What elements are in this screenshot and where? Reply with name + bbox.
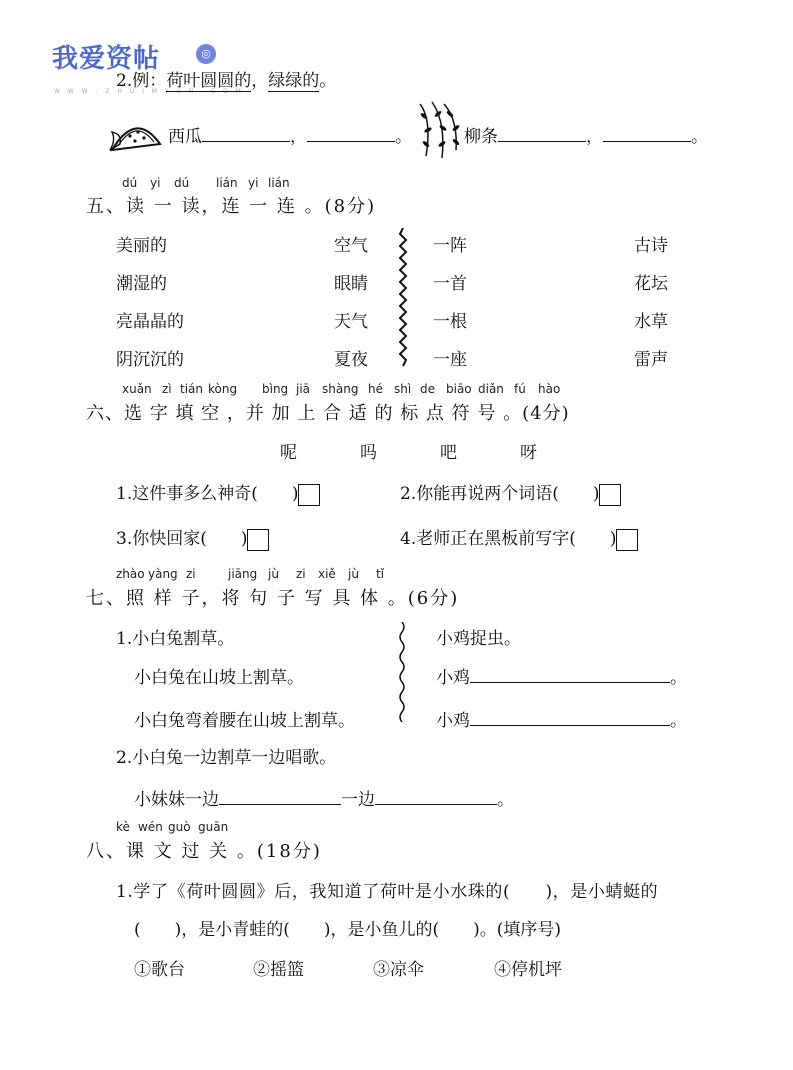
s6-q2-text: 2.你能再说两个词语( ) (400, 484, 600, 504)
s6-pinyin-5: jiā (296, 382, 311, 396)
s6-char-ne: 呢 (280, 443, 297, 463)
s6-pinyin-8: shì (394, 382, 412, 396)
s6-pinyin-2: tián (180, 382, 203, 396)
s7-pinyin-7: jù (348, 567, 359, 581)
s5-col2-0: 空气 (334, 236, 368, 256)
s6-char-ba: 吧 (440, 443, 457, 463)
s6-pinyin-3: kòng (208, 382, 238, 396)
s5-col2-1: 眼睛 (334, 274, 368, 294)
s7-right-1-period: 。 (670, 668, 687, 688)
q4-2-period-1: 。 (395, 127, 412, 147)
s5-col2-2: 天气 (334, 312, 368, 332)
s7-pinyin-8: tǐ (376, 567, 385, 581)
s8-pinyin-2: guò (168, 820, 191, 834)
s6-pinyin-12: fú (514, 382, 526, 396)
s7-pinyin-1: yàng (148, 567, 178, 581)
q4-2-example (116, 66, 336, 91)
s7-pinyin-0: zhào (116, 567, 145, 581)
watermark-text: 我爱资帖 (52, 44, 161, 74)
q4-2-item1: 西瓜 (168, 127, 202, 147)
s5-divider (398, 228, 408, 368)
s5-col3-3: 一座 (433, 350, 467, 370)
s6-pinyin-13: hào (538, 382, 561, 396)
s6-pinyin-10: biāo (446, 382, 472, 396)
q4-2-blank-3[interactable] (498, 125, 586, 142)
q4-2-item2: 柳条 (464, 127, 498, 147)
watermark-sub: W W W . Z H U I M Y U N . C O M (54, 88, 244, 95)
s7-q2-blank-2[interactable] (375, 788, 497, 805)
s7-q2-a: 小妹妹一边 (134, 790, 219, 810)
s6-q2-punct-box[interactable] (599, 484, 621, 506)
s7-q2-row (134, 785, 514, 810)
s7-q2-blank-1[interactable] (219, 788, 341, 805)
s7-right-1-blank[interactable] (470, 666, 670, 683)
q4-2-blank-4[interactable] (603, 125, 691, 142)
q4-2-comma: ， (251, 71, 269, 91)
s5-col4-2: 水草 (634, 312, 668, 332)
s5-col4-0: 古诗 (634, 236, 668, 256)
s7-q2: 2.小白兔一边割草一边唱歌。 (116, 748, 337, 768)
s6-pinyin-9: de (420, 382, 435, 396)
s8-option-4: ④停机坪 (494, 960, 562, 980)
s5-col4-3: 雷声 (634, 350, 668, 370)
s6-title: 六、选 字 填 空 ，并 加 上 合 适 的 标 点 符 号 。(4分) (86, 403, 570, 424)
s5-pinyin-lian2: lián (268, 176, 290, 190)
s6-q2 (400, 479, 621, 506)
s5-col1-0: 美丽的 (116, 236, 167, 256)
s8-option-1: ①歌台 (134, 960, 185, 980)
s5-col3-1: 一首 (433, 274, 467, 294)
s7-left-2: 小白兔弯着腰在山坡上割草。 (134, 711, 355, 731)
s6-q4-punct-box[interactable] (616, 529, 638, 551)
q4-2-prefix: 2.例： (116, 71, 167, 91)
s5-col4-1: 花坛 (634, 274, 668, 294)
watermelon-icon (108, 110, 164, 156)
q4-2-row-2 (464, 122, 708, 147)
s6-char-ya: 呀 (520, 443, 537, 463)
s6-q3 (116, 524, 269, 551)
s6-q1 (116, 479, 320, 506)
s8-option-2: ②摇篮 (253, 960, 304, 980)
s6-pinyin-6: shàng (322, 382, 359, 396)
s7-right-2-blank[interactable] (470, 709, 670, 726)
q4-2-example-a: 荷叶圆圆的 (166, 71, 252, 91)
s7-title: 七、照 样 子，将 句 子 写 具 体 。(6分) (86, 588, 460, 609)
s5-col3-0: 一阵 (433, 236, 467, 256)
s8-line2: ( )，是小青蛙的( )，是小鱼儿的( )。(填序号) (134, 920, 562, 940)
s7-left-0: 1.小白兔割草。 (116, 629, 235, 649)
s6-q3-text: 3.你快回家( ) (116, 529, 248, 549)
s5-pinyin-lian1: lián (216, 176, 238, 190)
s7-right-1: 小鸡 (436, 668, 470, 688)
s7-right-2-row (436, 706, 687, 731)
q4-2-sep-1: ， (290, 127, 307, 147)
q4-2-sep-2: ， (586, 127, 603, 147)
q4-2-period-2: 。 (691, 127, 708, 147)
s6-q4 (400, 524, 638, 551)
s8-title: 八、课 文 过 关 。(18分) (86, 841, 322, 862)
s6-pinyin-1: zì (162, 382, 172, 396)
s6-q3-punct-box[interactable] (247, 529, 269, 551)
s7-q2-period: 。 (497, 790, 514, 810)
s7-pinyin-2: zi (186, 567, 196, 581)
s8-pinyin-3: guān (198, 820, 229, 834)
s7-divider (397, 622, 407, 724)
q4-2-row (168, 122, 412, 147)
s7-right-1-row (436, 663, 687, 688)
s5-pinyin-yi2: yi (248, 176, 259, 190)
watermark-logo-icon: ◎ (196, 44, 216, 64)
s6-pinyin-0: xuǎn (122, 382, 152, 396)
s6-pinyin-4: bìng (262, 382, 289, 396)
s6-q4-text: 4.老师正在黑板前写字( ) (400, 529, 617, 549)
s7-pinyin-5: zi (296, 567, 306, 581)
s7-pinyin-4: jù (268, 567, 279, 581)
s8-line1: 1.学了《荷叶圆圆》后，我知道了荷叶是小水珠的( )，是小蜻蜓的 (116, 882, 659, 902)
s5-pinyin-yi1: yi (150, 176, 161, 190)
s5-col1-1: 潮湿的 (116, 274, 167, 294)
s7-pinyin-3: jiāng (228, 567, 258, 581)
s5-col1-3: 阴沉沉的 (116, 350, 184, 370)
q4-2-end: 。 (319, 71, 337, 91)
s8-pinyin-0: kè (116, 820, 130, 834)
s7-right-2: 小鸡 (436, 711, 470, 731)
s5-col3-2: 一根 (433, 312, 467, 332)
s5-pinyin-du2: dú (174, 176, 190, 190)
s6-q1-text: 1.这件事多么神奇( ) (116, 484, 299, 504)
s6-pinyin-11: diǎn (478, 382, 504, 396)
s5-pinyin-du1: dú (122, 176, 138, 190)
s5-col2-3: 夏夜 (334, 350, 368, 370)
s6-pinyin-7: hé (368, 382, 383, 396)
willow-icon (412, 100, 464, 160)
s7-right-0: 小鸡捉虫。 (436, 629, 521, 649)
s7-right-2-period: 。 (670, 711, 687, 731)
q4-2-example-b: 绿绿的 (268, 71, 320, 91)
q4-2-blank-1[interactable] (202, 125, 290, 142)
s8-option-3: ③凉伞 (373, 960, 424, 980)
s8-pinyin-1: wén (138, 820, 163, 834)
s7-q2-b: 一边 (341, 790, 375, 810)
s7-pinyin-6: xiě (318, 567, 336, 581)
s5-col1-2: 亮晶晶的 (116, 312, 184, 332)
q4-2-blank-2[interactable] (307, 125, 395, 142)
s6-char-ma: 吗 (360, 443, 377, 463)
s6-q1-punct-box[interactable] (298, 484, 320, 506)
s7-left-1: 小白兔在山坡上割草。 (134, 668, 304, 688)
s5-title: 五、读 一 读，连 一 连 。(8分) (86, 196, 377, 217)
